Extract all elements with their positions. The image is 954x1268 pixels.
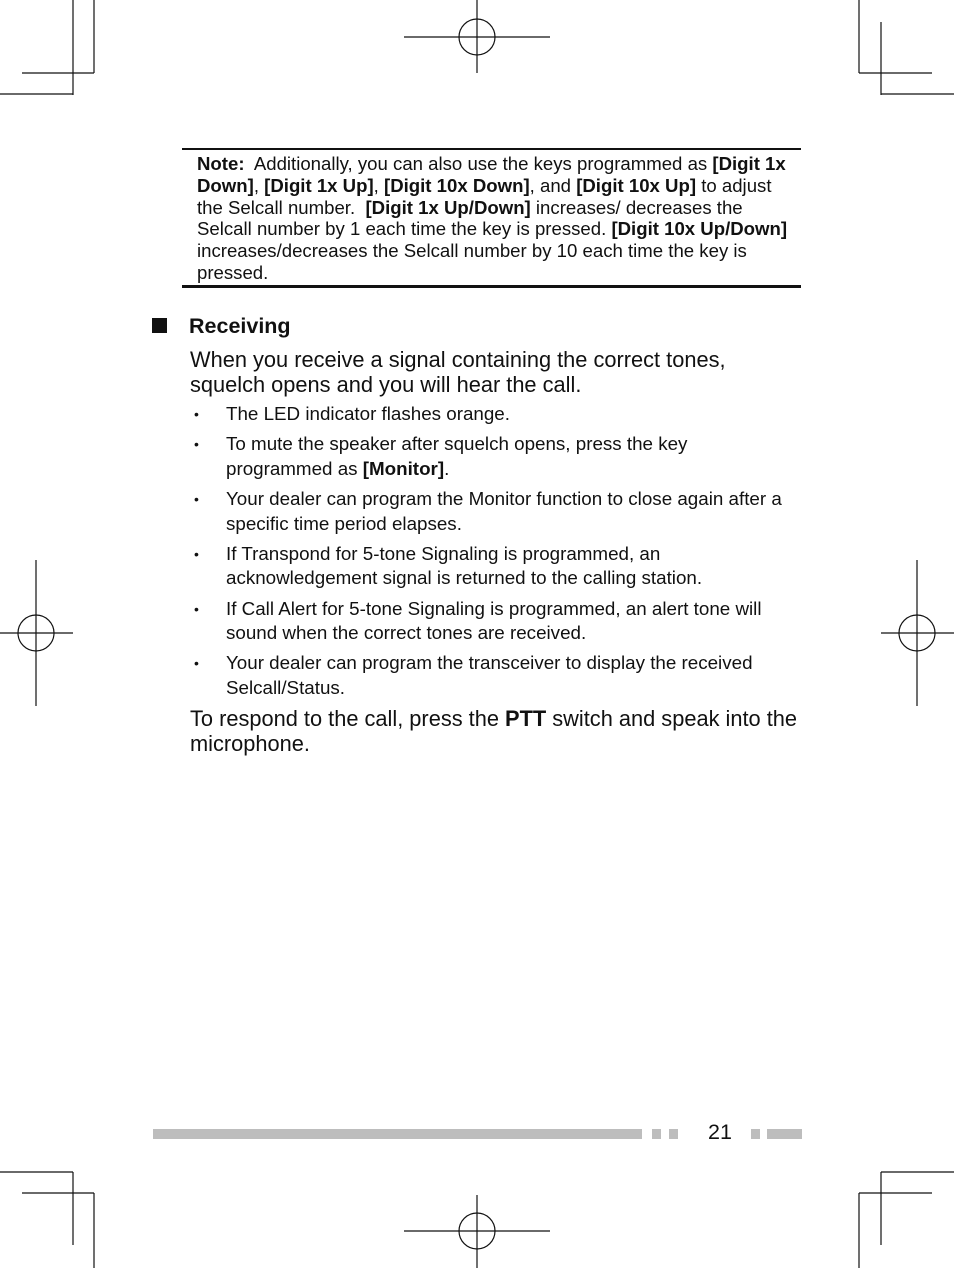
note-text: to adjust the Selcall number. — [197, 174, 772, 218]
footer-bar-block — [652, 1129, 661, 1139]
list-item: • If Transpond for 5-tone Signaling is programmed, an acknowledgement signal is returned to the calling station. — [194, 542, 703, 589]
ptt-label: PTT — [505, 706, 547, 731]
note-text: Additionally, you can also use the keys programmed as — [253, 153, 708, 174]
bullet-dot-icon: • — [194, 436, 199, 453]
key-digit-1x-down: [Digit 1x Down] — [197, 153, 786, 196]
section-heading — [152, 314, 291, 339]
note-text: increases/ decreases the Selcall number by 1 each time the key is pressed. — [197, 196, 743, 240]
bullet-dot-icon: • — [194, 406, 199, 422]
list-item: • Your dealer can program the transceiver to display the received Selcall/Status. — [194, 652, 753, 698]
list-item: • The LED indicator flashes orange. — [190, 402, 790, 427]
key-digit-10x-up: [Digit 10x Up] — [576, 174, 697, 196]
bullet-dot-icon: • — [194, 490, 199, 507]
square-bullet-icon — [152, 318, 167, 333]
key-digit-1x-up-down: [Digit 1x Up/Down] — [365, 196, 531, 218]
intro-paragraph: When you receive a signal containing the correct tones, squelch opens and you will hear the call. — [190, 347, 726, 397]
bullet-dot-icon: • — [194, 600, 199, 617]
page-number: 21 — [708, 1120, 732, 1144]
key-digit-10x-up-down: [Digit 10x Up/Down] — [611, 218, 788, 240]
section-title: Receiving — [189, 314, 291, 338]
footer-bar-block — [669, 1129, 678, 1139]
bullet-list — [190, 402, 790, 706]
footer-bar — [153, 1129, 642, 1139]
footer-bar — [767, 1129, 802, 1139]
key-digit-10x-down: [Digit 10x Down] — [384, 174, 530, 196]
outro-paragraph: To respond to the call, press the PTT switch and speak into the microphone. — [190, 706, 798, 756]
note-text: increases/decreases the Selcall number by 10 each time the key is pressed. — [197, 240, 747, 283]
footer-bar-block — [751, 1129, 760, 1139]
list-item: • If Call Alert for 5-tone Signaling is programmed, an alert tone will sound when the correct tones are received. — [194, 597, 762, 644]
key-digit-1x-up: [Digit 1x Up] — [264, 174, 374, 196]
bullet-dot-icon: • — [194, 655, 199, 672]
list-item: • Your dealer can program the Monitor function to close again after a specific time period elapses. — [194, 487, 782, 534]
note-label: Note: — [197, 153, 245, 174]
bullet-dot-icon: • — [194, 545, 199, 562]
note-box: Note: Additionally, you can also use the keys programmed as [Digit 1x Down], [Digit 1x Up], [Digit 10x Down], and [Digit 10x Up] to adjust the Selcall number. [Digit 1x Up/Down] increases/ decreases the Selcall number by 1 each time the key is pressed. [Digit 10x Up/Down] increases/decreases the Selcall number by 10 each time the key is pressed. — [182, 148, 801, 288]
list-item: • To mute the speaker after squelch opens, press the key programmed as [Monitor]. — [194, 433, 688, 479]
key-monitor: [Monitor] — [362, 457, 445, 479]
